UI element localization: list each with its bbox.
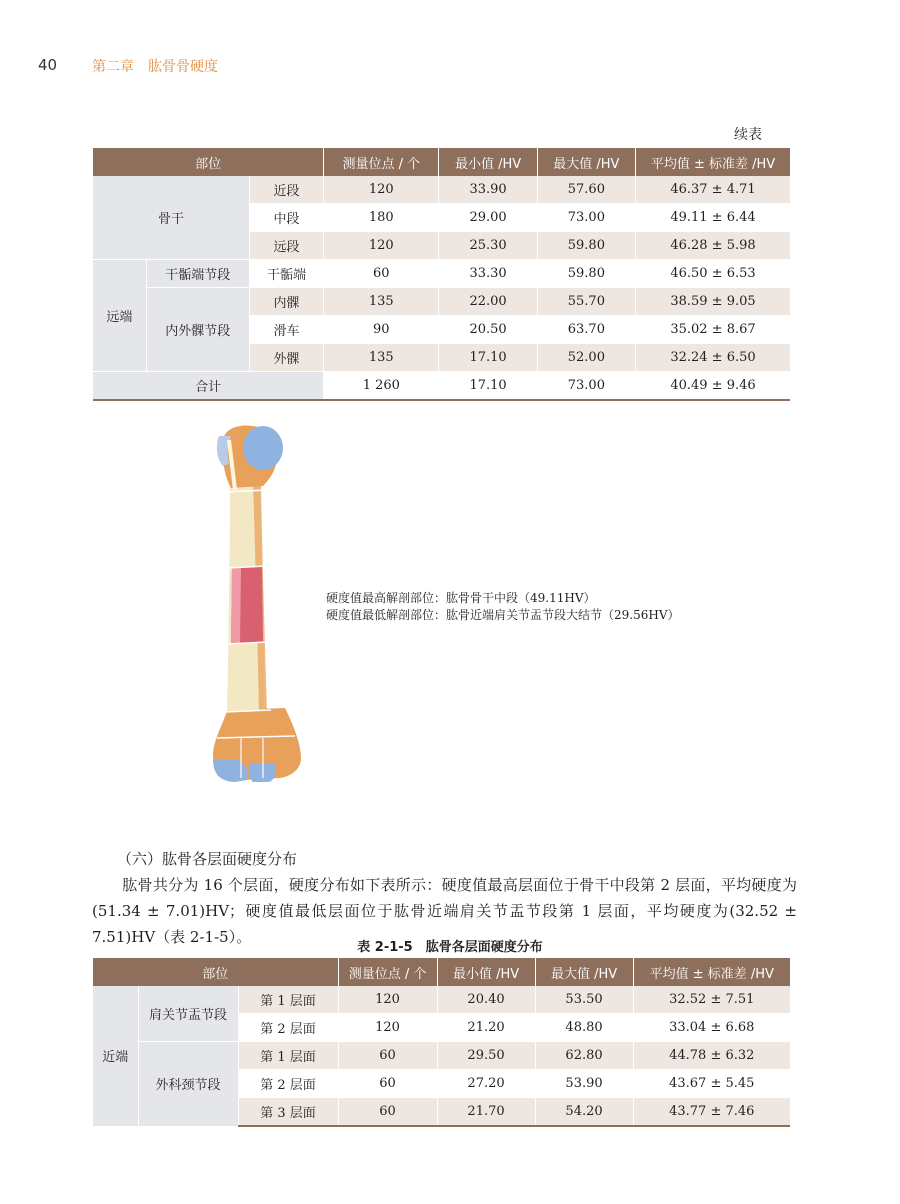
row-part: 内髁 [249,288,323,316]
row-part: 干骺端 [249,260,323,288]
row-mean: 32.52 ± 7.51 [633,986,790,1014]
row-max: 57.60 [537,176,635,204]
row-mean: 43.77 ± 7.46 [633,1098,790,1127]
chapter-title: 第二章 肱骨骨硬度 [92,59,218,75]
total-max: 73.00 [537,372,635,401]
total-min: 17.10 [439,372,537,401]
row-mean: 32.24 ± 6.50 [636,344,791,372]
layer-hardness-table [93,958,790,1127]
row-mean: 46.50 ± 6.53 [636,260,791,288]
table-header-row [93,958,790,986]
row-count: 60 [324,260,439,288]
figure-note-highest: 硬度值最高解剖部位：肱骨骨干中段（49.11HV） [326,591,596,605]
humeral-head-cartilage [243,426,283,470]
row-count: 120 [324,176,439,204]
row-min: 21.70 [437,1098,535,1127]
table-row [93,1042,790,1070]
row-layer: 第 1 层面 [238,986,338,1014]
row-part: 近段 [249,176,323,204]
row-min: 17.10 [439,344,537,372]
page-number: 40 [38,56,58,74]
row-count: 120 [338,986,437,1014]
row-mean: 49.11 ± 6.44 [636,204,791,232]
group-distal: 远端 [93,260,146,372]
row-count: 120 [338,1014,437,1042]
header-mean: 平均值 ± 标准差 /HV [636,148,791,176]
row-layer: 第 1 层面 [238,1042,338,1070]
row-mean: 38.59 ± 9.05 [636,288,791,316]
mid-shaft-light [231,568,241,644]
row-layer: 第 2 层面 [238,1014,338,1042]
table-row [93,986,790,1014]
sub-epicondyle: 内外髁节段 [146,288,249,372]
row-count: 120 [324,232,439,260]
total-count: 1 260 [324,372,439,401]
figure-annotation [326,590,680,624]
row-max: 52.00 [537,344,635,372]
header-max: 最大值 /HV [535,958,633,986]
body-paragraph-text: 肱骨共分为 16 个层面，硬度分布如下表所示：硬度值最高层面位于骨干中段第 2 层面，平均硬度为(51.34 ± 7.01)HV；硬度值最低层面位于肱骨近端肩关节盂节段第 1 层面，平均硬度为(32.52 ± 7.51)HV（表 2-1-5）。 [92,876,797,946]
row-count: 60 [338,1070,437,1098]
row-mean: 33.04 ± 6.68 [633,1014,790,1042]
row-min: 33.90 [439,176,537,204]
table-row [93,176,790,204]
header-count: 测量位点 / 个 [338,958,437,986]
row-layer: 第 3 层面 [238,1098,338,1127]
row-min: 33.30 [439,260,537,288]
row-max: 55.70 [537,288,635,316]
table-row [93,260,790,288]
row-max: 63.70 [537,316,635,344]
header-min: 最小值 /HV [439,148,537,176]
row-max: 59.80 [537,260,635,288]
row-min: 29.50 [437,1042,535,1070]
row-min: 29.00 [439,204,537,232]
row-max: 48.80 [535,1014,633,1042]
row-max: 73.00 [537,204,635,232]
total-row [93,372,790,401]
row-mean: 46.37 ± 4.71 [636,176,791,204]
row-mean: 43.67 ± 5.45 [633,1070,790,1098]
row-count: 90 [324,316,439,344]
row-min: 21.20 [437,1014,535,1042]
table-header-row [93,148,790,176]
hardness-table-continued [93,148,790,401]
header-part: 部位 [93,958,338,986]
row-part: 滑车 [249,316,323,344]
row-min: 25.30 [439,232,537,260]
table-caption: 表 2-1-5 肱骨各层面硬度分布 [357,940,543,955]
row-mean: 44.78 ± 6.32 [633,1042,790,1070]
row-mean: 46.28 ± 5.98 [636,232,791,260]
row-max: 62.80 [535,1042,633,1070]
table-row [93,288,790,316]
capitulum-cartilage [213,760,248,782]
row-part: 外髁 [249,344,323,372]
humerus-illustration [205,420,310,800]
group-proximal: 近端 [93,986,138,1126]
header-part: 部位 [93,148,324,176]
sub-metaphysis: 干骺端节段 [146,260,249,288]
row-part: 中段 [249,204,323,232]
sub-surgical-neck: 外科颈节段 [138,1042,238,1127]
trochlea-cartilage [249,764,276,782]
row-min: 20.50 [439,316,537,344]
header-count: 测量位点 / 个 [324,148,439,176]
sub-glenoid: 肩关节盂节段 [138,986,238,1042]
row-count: 135 [324,288,439,316]
row-min: 20.40 [437,986,535,1014]
continued-label: 续表 [734,127,762,143]
row-mean: 35.02 ± 8.67 [636,316,791,344]
row-layer: 第 2 层面 [238,1070,338,1098]
row-part: 远段 [249,232,323,260]
row-max: 53.50 [535,986,633,1014]
row-max: 53.90 [535,1070,633,1098]
row-min: 22.00 [439,288,537,316]
row-count: 60 [338,1042,437,1070]
figure-note-lowest: 硬度值最低解剖部位：肱骨近端肩关节盂节段大结节（29.56HV） [326,608,680,622]
row-max: 59.80 [537,232,635,260]
row-count: 135 [324,344,439,372]
group-shaft: 骨干 [93,176,249,260]
total-mean: 40.49 ± 9.46 [636,372,791,401]
header-min: 最小值 /HV [437,958,535,986]
section-heading: （六）肱骨各层面硬度分布 [117,850,298,868]
total-label: 合计 [93,372,324,401]
row-max: 54.20 [535,1098,633,1127]
row-min: 27.20 [437,1070,535,1098]
header-mean: 平均值 ± 标准差 /HV [633,958,790,986]
row-count: 60 [338,1098,437,1127]
row-count: 180 [324,204,439,232]
header-max: 最大值 /HV [537,148,635,176]
